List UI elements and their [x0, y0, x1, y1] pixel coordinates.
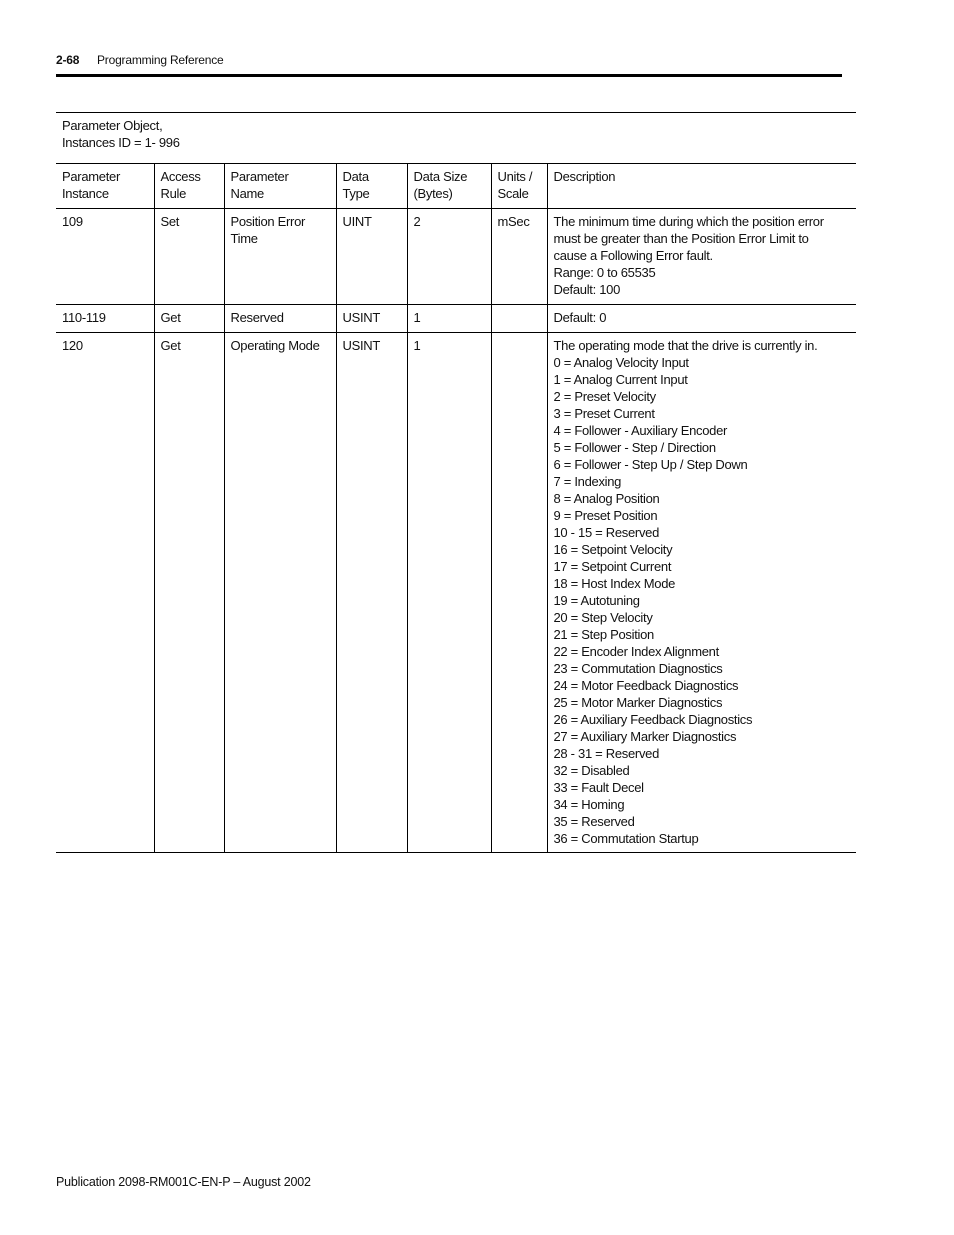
cell-size: 1: [407, 305, 491, 333]
column-header: Parameter Name: [224, 164, 336, 209]
description-line: 0 = Analog Velocity Input: [553, 355, 689, 370]
description-line: cause a Following Error fault.: [553, 248, 713, 263]
publication-footer: Publication 2098-RM001C-EN-P – August 2002: [56, 1175, 311, 1189]
cell-type: USINT: [336, 305, 407, 333]
column-header: Units / Scale: [491, 164, 547, 209]
table-title-row: [56, 113, 856, 164]
table-row: [56, 333, 856, 853]
description-line: The operating mode that the drive is currently in.: [553, 338, 818, 353]
description-line: Range: 0 to 65535: [553, 265, 656, 280]
cell-access: Set: [154, 209, 224, 305]
description-line: 32 = Disabled: [553, 763, 630, 778]
description-line: Default: 0: [553, 310, 607, 325]
column-header-row: [56, 164, 856, 209]
description-line: 34 = Homing: [553, 797, 625, 812]
table-title-line: Parameter Object,: [62, 118, 163, 133]
cell-size: 2: [407, 209, 491, 305]
header-rule: [56, 74, 842, 77]
description-line: 35 = Reserved: [553, 814, 635, 829]
column-header: Parameter Instance: [56, 164, 154, 209]
description-line: 10 - 15 = Reserved: [553, 525, 660, 540]
cell-name: Reserved: [224, 305, 336, 333]
column-header: Data Size (Bytes): [407, 164, 491, 209]
description-line: 4 = Follower - Auxiliary Encoder: [553, 423, 728, 438]
description-line: 2 = Preset Velocity: [553, 389, 656, 404]
description-line: 6 = Follower - Step Up / Step Down: [553, 457, 748, 472]
description-line: 33 = Fault Decel: [553, 780, 644, 795]
description-line: 26 = Auxiliary Feedback Diagnostics: [553, 712, 753, 727]
page-number: 2-68: [56, 53, 80, 67]
description-line: 3 = Preset Current: [553, 406, 655, 421]
table-body: [56, 113, 856, 853]
table-row: [56, 209, 856, 305]
cell-units: [491, 333, 547, 853]
cell-units: [491, 305, 547, 333]
description-line: 9 = Preset Position: [553, 508, 658, 523]
cell-description: [547, 305, 856, 333]
parameter-table: [56, 112, 856, 853]
description-line: 21 = Step Position: [553, 627, 654, 642]
cell-description: [547, 209, 856, 305]
table-title-line: Instances ID = 1- 996: [62, 135, 180, 150]
description-line: 36 = Commutation Startup: [553, 831, 699, 846]
table-row: [56, 305, 856, 333]
description-line: 5 = Follower - Step / Direction: [553, 440, 716, 455]
description-line: 23 = Commutation Diagnostics: [553, 661, 723, 676]
column-header: Data Type: [336, 164, 407, 209]
description-line: 24 = Motor Feedback Diagnostics: [553, 678, 739, 693]
cell-description: [547, 333, 856, 853]
cell-type: USINT: [336, 333, 407, 853]
cell-instance: 120: [56, 333, 154, 853]
description-line: 27 = Auxiliary Marker Diagnostics: [553, 729, 737, 744]
cell-name: Position Error Time: [224, 209, 336, 305]
column-header: Description: [547, 164, 856, 209]
cell-size: 1: [407, 333, 491, 853]
description-line: 28 - 31 = Reserved: [553, 746, 660, 761]
cell-access: Get: [154, 305, 224, 333]
description-line: 20 = Step Velocity: [553, 610, 653, 625]
column-header: Access Rule: [154, 164, 224, 209]
description-line: 22 = Encoder Index Alignment: [553, 644, 719, 659]
description-line: 8 = Analog Position: [553, 491, 660, 506]
description-line: must be greater than the Position Error Limit to: [553, 231, 809, 246]
description-line: 17 = Setpoint Current: [553, 559, 672, 574]
cell-units: mSec: [491, 209, 547, 305]
description-line: 25 = Motor Marker Diagnostics: [553, 695, 723, 710]
description-line: Default: 100: [553, 282, 621, 297]
description-line: 1 = Analog Current Input: [553, 372, 688, 387]
cell-type: UINT: [336, 209, 407, 305]
table-title: [56, 113, 856, 164]
section-title: Programming Reference: [97, 53, 224, 67]
description-line: 16 = Setpoint Velocity: [553, 542, 673, 557]
description-line: The minimum time during which the position error: [553, 214, 824, 229]
description-line: 18 = Host Index Mode: [553, 576, 676, 591]
cell-name: Operating Mode: [224, 333, 336, 853]
cell-access: Get: [154, 333, 224, 853]
description-line: 19 = Autotuning: [553, 593, 640, 608]
cell-instance: 109: [56, 209, 154, 305]
description-line: 7 = Indexing: [553, 474, 622, 489]
cell-instance: 110-119: [56, 305, 154, 333]
